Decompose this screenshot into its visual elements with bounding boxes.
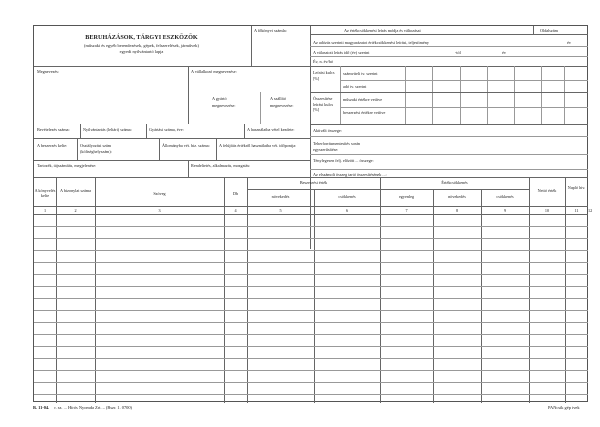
- sub-header-novekedes-1: növekedés: [271, 194, 290, 199]
- label-ev-n-ev: Év, n. év/hó: [313, 59, 333, 64]
- label-szallito-megnevezese: megnevezése:: [270, 103, 294, 108]
- table-row-line: [34, 226, 588, 227]
- table-row-line: [34, 382, 588, 383]
- label-tobbletvisszahelyezes: Teherforrásmentesítés során egyszerűsítése:: [313, 141, 361, 152]
- table-row-line: [34, 322, 588, 323]
- table-row-line: [34, 238, 588, 239]
- label-oldalszam: Oldalszám: [540, 28, 558, 33]
- column-number-9: 9: [503, 208, 507, 213]
- sub-header-csokkenes-2: csökkenés: [496, 194, 514, 199]
- column-number-7: 7: [405, 208, 408, 213]
- label-beszerzes-kelte: A beszerzés kelte:: [37, 143, 68, 148]
- label-adoelszamolas-ev: év: [567, 40, 571, 45]
- label-leirasi-kulcs: Leírási kulcs [%]: [313, 70, 335, 81]
- label-osszes-leirasi: Összesítése leírási kulcs [%]: [313, 96, 334, 112]
- group-header-beszerzesi-ertek: Beszerzési érték: [299, 180, 328, 185]
- column-number-4: 4: [234, 208, 237, 213]
- label-ertekcsokkenes-modja: Az értékcsökkenési leírás módja és változásai: [344, 28, 421, 33]
- table-row-line: [34, 346, 588, 347]
- label-beszerzesi-ertek: beszerzési értékre vetítve: [343, 110, 386, 115]
- column-number-2: 2: [74, 208, 77, 213]
- label-szallito: A szállító: [270, 96, 286, 101]
- label-gyarto: A gyártó: [212, 96, 227, 101]
- column-number-6: 6: [345, 208, 349, 213]
- label-elszamolas: Az elszámolt összeg tartó összesítésének ...:: [313, 172, 387, 177]
- table-row-line: [34, 298, 588, 299]
- label-tol: -tól: [455, 50, 461, 55]
- label-fokonyvi-szamla: A főkönyvi számla:: [254, 28, 287, 33]
- label-tartozek: Tartozék, tájszámítás, megjelenése:: [37, 163, 97, 168]
- table-row-line: [34, 286, 588, 287]
- form-subtitle-2: egyedi nyilvántartó lapja: [119, 49, 164, 54]
- form-title: BERUHÁZÁSOK, TÁRGYI ESZKÖZÖK: [85, 34, 198, 41]
- col-header-konyveles-kelte: A könyvelés kelte: [34, 188, 56, 198]
- label-rendeltetes: Rendeltetés, alkalmazás, mozgatás:: [191, 163, 251, 168]
- label-allomanyba-vetel: Állományba vét. biz. száma:: [162, 143, 210, 148]
- column-number-12: 12: [588, 208, 593, 213]
- form-sheet: [33, 25, 593, 402]
- label-ado-tv: adó tv. szerint: [343, 84, 367, 89]
- table-row-line: [34, 250, 588, 251]
- footer-form-code: B. 11-04. r. sz. ... Hírós Nyomda Zrt. – (Bszr. 1. 0700): [33, 405, 133, 410]
- table-row-line: [34, 358, 588, 359]
- label-gyartasi-szam: Gyártási száma, éve:: [149, 127, 184, 132]
- col-header-naplo-hiv: Napló hiv.: [567, 185, 586, 190]
- label-tenylegesen: Ténylegesen felj. előzött ... összege:: [313, 158, 374, 163]
- label-muszaki-ertek: műszaki értékre vetítve: [343, 97, 383, 102]
- column-number-3: 3: [158, 208, 161, 213]
- label-gyarto-megnevezese: megnevezése:: [212, 103, 236, 108]
- label-felujitas: A felújítás értékről használatba vét. időpontja:: [219, 143, 297, 148]
- label-ev: év: [502, 50, 506, 55]
- label-aktivalt-osszeg: Aktivált összege:: [313, 128, 342, 133]
- label-szamviteli-tv: számviteli tv. szerint: [343, 71, 378, 76]
- sub-header-csokkenes-1: csökkenés: [338, 194, 356, 199]
- label-valasztott-leiras: A választott leírás idő (év) szerint: [313, 50, 370, 55]
- sub-header-novekedes-2: növekedés: [448, 194, 466, 199]
- col-header-db: Db: [232, 191, 239, 196]
- column-number-11: 11: [574, 208, 579, 213]
- label-osztalyozasi-szam: Osztályozási szám (költséghelyszám):: [80, 143, 112, 154]
- table-row-line: [34, 262, 588, 263]
- col-header-szoveg: Szöveg: [153, 191, 166, 196]
- form-subtitle-1: (műszaki és egyéb berendezések, gépek, felszerelések, járművek): [84, 43, 199, 48]
- label-bevetelezes: Bevételezés száma:: [37, 127, 70, 132]
- table-row-line: [34, 370, 588, 371]
- table-row-line: [34, 394, 588, 395]
- table-row-line: [34, 334, 588, 335]
- sub-header-egyenleg-1: egyenleg: [398, 194, 415, 199]
- col-header-bizonylat-szama: A bizonylat száma: [60, 188, 91, 193]
- column-number-1: 1: [43, 208, 47, 213]
- table-row-line: [34, 274, 588, 275]
- col-header-netto-ertek: Nettó érték: [537, 188, 557, 193]
- column-number-10: 10: [544, 208, 550, 213]
- column-number-5: 5: [279, 208, 282, 213]
- footer-right: PANcsik gép ivek: [548, 405, 580, 410]
- label-hasznalatba-vetel: A használatba vétel kezdete:: [247, 127, 295, 132]
- table-row-line: [34, 310, 588, 311]
- label-megnevezes: Megnevezés:: [37, 69, 60, 74]
- group-header-ertekcsokkenes: Értékcsökkenés: [441, 180, 468, 185]
- label-adoelszamolas: Az adózás szerinti magyarázatot értékcsökkenési leírási, teljesítmény: [313, 40, 429, 45]
- label-vallalkozo: A vállalkozó megnevezése:: [191, 69, 237, 74]
- column-number-8: 8: [455, 208, 459, 213]
- label-nyilvantartas: Nyilvántartás (leltári) száma:: [83, 127, 132, 132]
